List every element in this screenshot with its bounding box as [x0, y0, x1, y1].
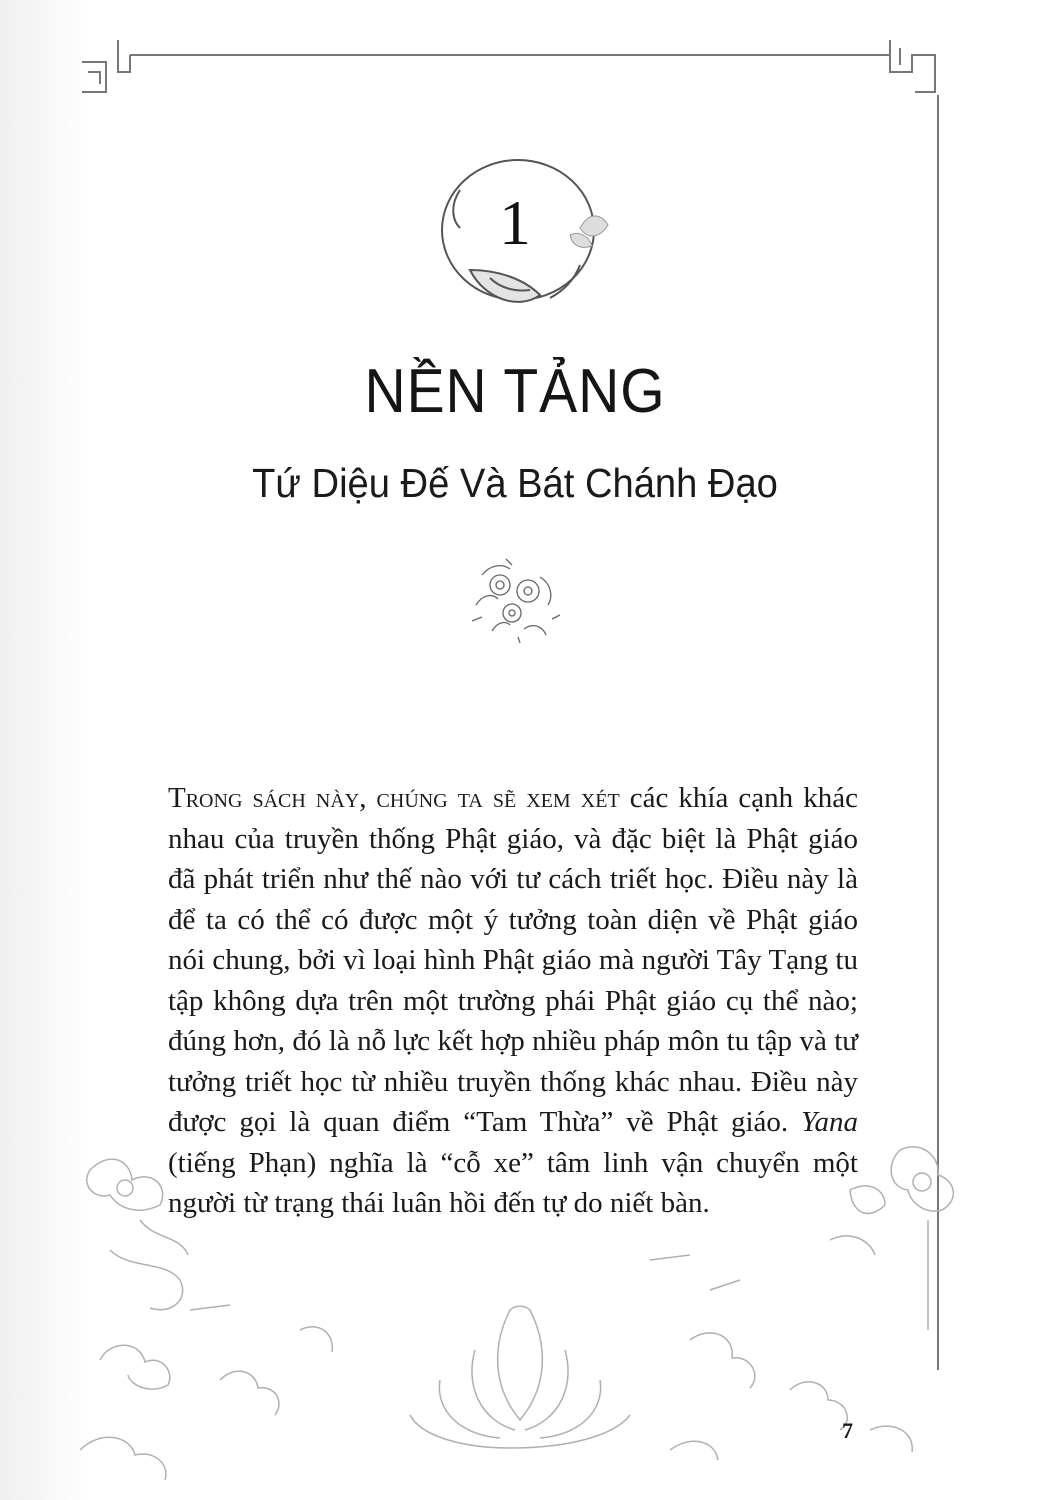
paragraph-lead-in: Trong sách này, chúng ta sẽ xem xét: [168, 782, 620, 814]
italic-term-yana: Yana: [801, 1106, 858, 1138]
lotus-cloud-illustration: [70, 1130, 970, 1500]
page-number: 7: [842, 1418, 853, 1443]
paragraph-text-part-2: (tiếng Phạn) nghĩa là “cỗ xe” tâm linh vận chuyển một người từ trạng thái luân hồi đến tự do niết bàn.: [168, 1146, 858, 1219]
chapter-number: 1: [499, 187, 531, 258]
flower-ornament-icon: [462, 555, 566, 643]
chapter-title: NỀN TẢNG: [364, 357, 666, 426]
chapter-subtitle: Tứ Diệu Đế Và Bát Chánh Đạo: [252, 460, 778, 506]
paragraph-text-part-1: các khía cạnh khác nhau của truyền thống Phật giáo, và đặc biệt là Phật giáo đã phát triển như thế nào với tư cách triết học. Điều này là để ta có thể có được một ý tưởng toàn diện về Phật giáo nói chung, bởi vì loại hình Phật giáo mà người Tây Tạng tu tập không dựa trên một trường phái Phật giáo cụ thể nào; đúng hơn, đó là nỗ lực kết hợp nhiều pháp môn tu tập và tư tưởng triết học từ nhiều truyền thống khác nhau. Điều này được gọi là quan điểm “Tam Thừa” về Phật giáo.: [168, 782, 858, 1138]
